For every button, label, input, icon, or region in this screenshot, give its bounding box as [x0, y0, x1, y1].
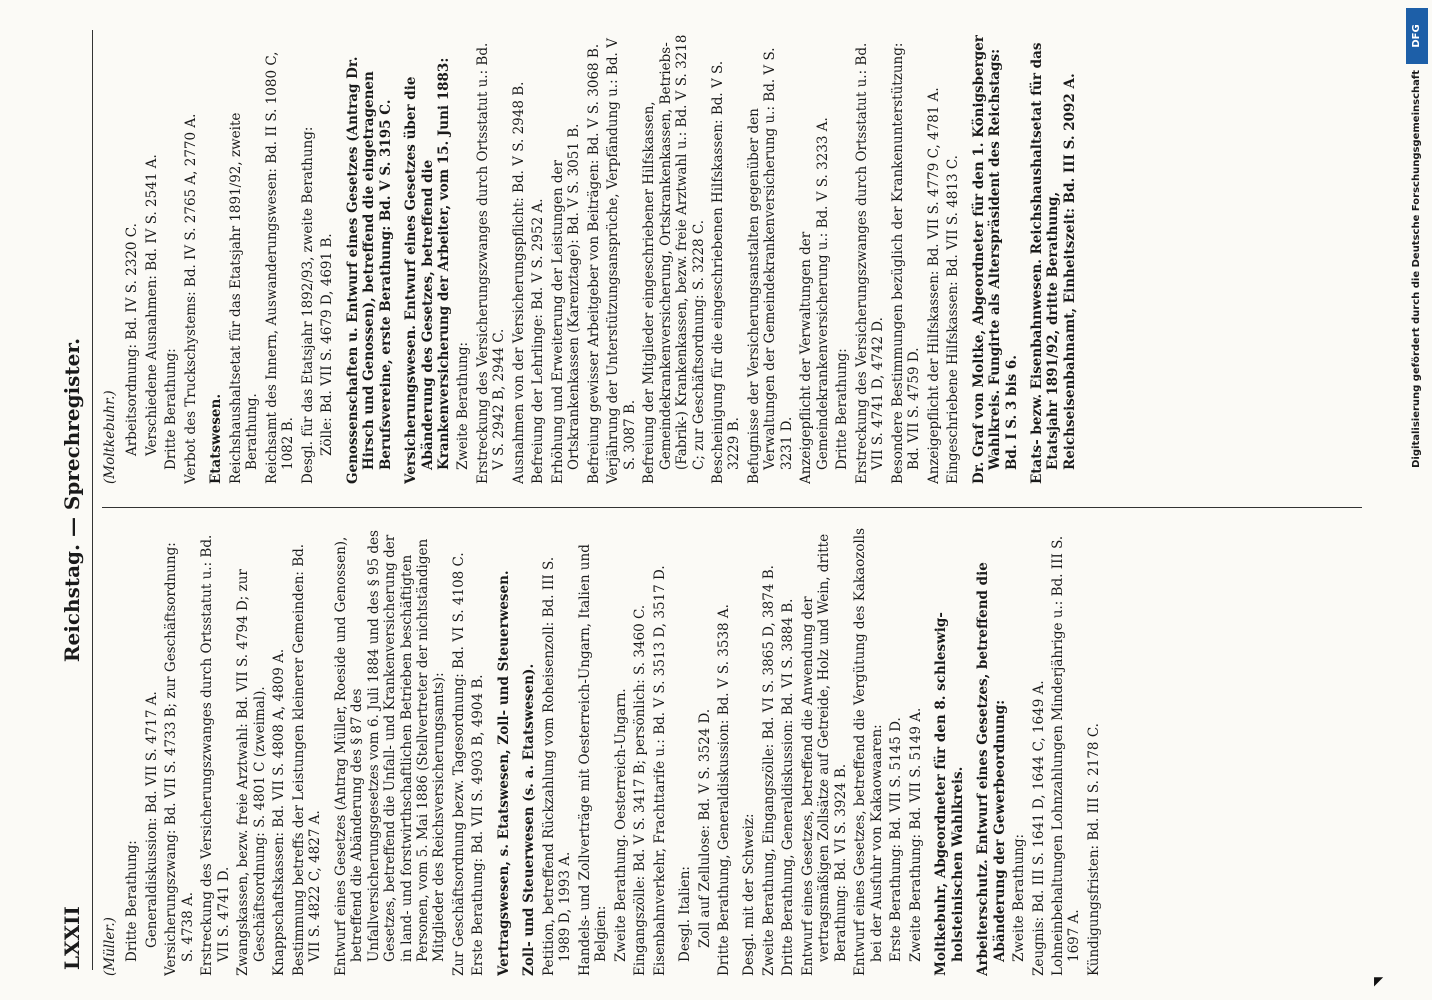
- index-entry: Zölle: Bd. VII S. 4679 D, 4691 B.: [319, 233, 336, 456]
- index-entry: Lohneinbehaltungen Lohnzahlungen Minderjährige u.: Bd. III S. 1697 A.: [1049, 535, 1083, 976]
- left-column: [102, 526, 1362, 976]
- index-entry: Zeugnis: Bd. III S. 1641 D, 1644 C, 1649 A.: [1030, 680, 1047, 976]
- index-entry: Verbot des Truckschystems: Bd. IV S. 2765 A, 2770 A.: [182, 113, 199, 484]
- logo-label: DFG: [1411, 24, 1422, 48]
- index-entry: Verjährung der Unterstützungsansprüche, Verpfändung u.: Bd. V S. 3087 B.: [605, 38, 638, 484]
- dfg-logo: [1406, 8, 1428, 64]
- index-entry: Dritte Berathung:: [163, 348, 180, 470]
- index-entry: Eingeschriebene Hilfskassen: Bd. VII S. 4813 C.: [945, 155, 962, 484]
- index-entry: Knappschaftskassen: Bd. VII S. 4808 A, 4809 A.: [271, 648, 288, 976]
- index-entry: Vertragswesen, s. Etatswesen, Zoll- und Steuerwesen.: [495, 570, 512, 976]
- page-title: Reichstag. — Sprechregister.: [60, 337, 84, 663]
- right-column: [102, 34, 1362, 484]
- index-entry: Bestimmung betreffs der Leistungen kleinerer Gemeinden: Bd. VII S. 4822 C, 4827 A.: [290, 543, 324, 976]
- index-entry: Befreiung der Mitglieder eingeschriebener Hilfskassen, Gemeindekrankenversicherung, Ortskrankenkassen, Betriebs- (Fabrik-) Krankenkassen, bezw. freie Arztwahl u.: Bd. V S. 3218 C; zur Geschäftsordnung: S. 3228 C.: [641, 34, 707, 484]
- index-entry: Arbeitsordnung: Bd. IV S. 2320 C.: [124, 223, 141, 456]
- index-entry: Zur Geschäftsordnung bezw. Tagesordnung: Bd. VI S. 4108 C.: [450, 552, 467, 976]
- page-header: [60, 0, 100, 1000]
- index-entry: Zweite Berathung. Oesterreich-Ungarn.: [612, 688, 629, 962]
- funding-notice: Digitalisierung gefördert durch die Deutsche Forschungsgemeinschaft: [1411, 70, 1422, 468]
- index-entry: Dritte Berathung:: [124, 840, 141, 962]
- index-entry: Bescheinigung für die eingeschriebenen Hilfskassen: Bd. V S. 3229 B.: [710, 60, 743, 484]
- column-divider: [102, 507, 1362, 508]
- index-entry: Desgl. Italien:: [677, 866, 694, 962]
- index-entry: Etatswesen.: [208, 393, 225, 484]
- index-entry: Anzeigepflicht der Hilfskassen: Bd. VII S. 4779 C, 4781 A.: [925, 87, 942, 484]
- digitization-stamp: [1403, 0, 1431, 1000]
- index-entry: Zweite Berathung:: [455, 341, 472, 470]
- index-entry: Besondere Bestimmungen bezüglich der Krankenunterstützung: Bd. VII S. 4759 D.: [889, 42, 923, 484]
- index-entry: Zweite Berathung:: [1011, 833, 1028, 962]
- index-entry: Zwangskassen, bezw. freie Arztwahl: Bd. VII S. 4794 D; zur Geschäftsordnung: S. 4801 C (zweimal).: [235, 569, 268, 976]
- continued-label: (Müller.): [102, 917, 118, 976]
- index-entry: Erste Berathung: Bd. VII S. 5145 D.: [888, 717, 905, 962]
- index-entry: Desgl. mit der Schweiz:: [741, 813, 758, 976]
- index-entry: Handels- und Zollverträge mit Oesterreich-Ungarn, Italien und Belgien:: [576, 544, 610, 976]
- continued-label: (Moltkebuhr.): [102, 390, 118, 484]
- index-entry: Entwurf eines Gesetzes, betreffend die Anwendung der vertragsmäßigen Zollsätze auf Getreide, Holz und Wein, dritte Berathung: Bd. VI S. 3924 B.: [799, 533, 849, 976]
- index-entry: Versicherungswesen. Entwurf eines Gesetzes über die Abänderung des Gesetzes, betreffend die Krankenversicherung der Arbeiter, vom 15. Juni 1883:: [403, 57, 452, 484]
- index-entry: Arbeiterschutz. Entwurf eines Gesetzes, betreffend die Abänderung der Gewerbeordnung:: [975, 562, 1008, 976]
- index-entry: Befreiung der Lehrlinge: Bd. V S. 2952 A.: [530, 198, 547, 484]
- index-entry: Kündigungsfristen: Bd. III S. 2178 C.: [1085, 723, 1102, 976]
- index-entry: Befreiung gewisser Arbeitgeber von Beiträgen: Bd. V S. 3068 B.: [585, 43, 602, 484]
- index-entry: Anzeigepflicht der Verwaltungen der Gemeindekrankenversicherung u.: Bd. V S. 3233 A.: [798, 117, 831, 484]
- index-entry: Eisenbahnverkehr, Frachttarife u.: Bd. V S. 3513 D, 3517 D.: [651, 565, 668, 976]
- index-entry: Eingangszölle: Bd. V S. 3417 B; persönlich: S. 3460 C.: [632, 604, 649, 976]
- index-entry: Zoll- und Steuerwesen (s. a. Etatswesen).: [521, 663, 538, 976]
- index-entry: Erste Berathung: Bd. VII S. 4903 B, 4904 B.: [470, 674, 487, 976]
- index-entry: Reichsamt des Innern, Auswanderungswesen: Bd. II S. 1080 C, 1082 B.: [263, 51, 297, 484]
- index-entry: Zoll auf Zellulose: Bd. V S. 3524 D.: [696, 708, 713, 948]
- corner-mark-icon: ◤: [1374, 974, 1384, 988]
- index-entry: Entwurf eines Gesetzes, betreffend die Vergütung des Kakaozolls bei der Ausfuhr von Kakaowaaren:: [852, 527, 885, 976]
- index-entry: Erstreckung des Versicherungszwanges durch Ortsstatut u.: Bd. VII S. 4741 D.: [199, 534, 232, 976]
- index-entry: Desgl. für das Etatsjahr 1892/93, zweite Berathung:: [299, 126, 316, 484]
- page-number: LXXII: [60, 906, 84, 970]
- index-entry: Zweite Berathung, Eingangszölle: Bd. VI S. 3865 D, 3874 B.: [760, 565, 777, 976]
- index-entry: Erhöhung und Erweiterung der Leistungen der Ortskrankenkassen (Karenztage): Bd. V S. 3051 B.: [549, 123, 583, 484]
- index-entry: Zweite Berathung: Bd. VII S. 5149 A.: [907, 707, 924, 962]
- index-entry: Dr. Graf von Moltke, Abgeordneter für den 1. Königsberger Wahlkreis. Fungirte als Alterspräsident des Reichstags: Bd. I S. 3 bis 6.: [970, 35, 1020, 484]
- index-entry: Reichshaushaltsetat für das Etatsjahr 1891/92, zweite Berathung.: [227, 112, 261, 484]
- index-entry: Genossenschaften u. Entwurf eines Gesetzes (Antrag Dr. Hirsch und Genossen), betreffend die eingetragenen Berufsvereine, erste Berathung: Bd. V S. 3195 C.: [344, 56, 394, 484]
- index-entry: Entwurf eines Gesetzes (Antrag Müller, Roeside und Genossen), betreffend die Abänderung des § 87 des Unfallversicherungsgesetzes vom 6. Juli 1884 und des § 95 des Gesetzes, betreffend die Unfall- und Krankenversicherung der in land- und forstwirthschaftlichen Betrieben beschäftigten Personen, vom 5. Mai 1886 (Stellvertreter der nichtständigen Mitglieder des Reichsversicherungsamts):: [332, 530, 448, 976]
- index-entry: Ausnahmen von der Versicherungspflicht: Bd. V S. 2948 B.: [510, 81, 527, 484]
- index-entry: Erstreckung des Versicherungszwanges durch Ortsstatut u.: Bd. VII S. 4741 D, 4742 D.: [853, 42, 887, 484]
- right-entries: [124, 34, 1078, 484]
- index-entry: Befugnisse der Versicherungsanstalten gegenüber den Verwaltungen der Gemeindekrankenversicherung u.: Bd. V S. 3231 D.: [745, 47, 795, 484]
- index-entry: Dritte Berathung, Generaldiskussion: Bd. VI S. 3884 B.: [780, 598, 797, 976]
- index-entry: Moltkebuhr, Abgeordneter für den 8. schleswig-holsteinischen Wahlkreis.: [933, 612, 966, 976]
- index-entry: Generaldiskussion: Bd. VII S. 4717 A.: [143, 691, 160, 948]
- index-entry: Verschiedene Ausnahmen: Bd. IV S. 2541 A.: [143, 154, 160, 456]
- index-entry: Dritte Berathung, Generaldiskussion: Bd. V S. 3538 A.: [716, 604, 732, 976]
- left-entries: [124, 526, 1102, 976]
- index-entry: Versicherungszwang: Bd. VII S. 4733 B; zur Geschäftsordnung: S. 4738 A.: [163, 542, 196, 976]
- header-rule: [92, 30, 93, 970]
- index-entry: Dritte Berathung:: [834, 348, 851, 470]
- index-entry: Etats- bezw. Eisenbahnwesen. Reichshaushaltsetat für das Etatsjahr 1891/92, dritte Berathung, Reichseisenbahnamt, Einheitszeit: Bd. III S. 2092 A.: [1028, 42, 1078, 484]
- index-entry: Petition, betreffend Rückzahlung vom Roheisenzoll: Bd. III S. 1989 D, 1993 A.: [540, 556, 574, 976]
- index-entry: Erstreckung des Versicherungszwanges durch Ortsstatut u.: Bd. V S. 2942 B, 2944 C.: [474, 42, 508, 484]
